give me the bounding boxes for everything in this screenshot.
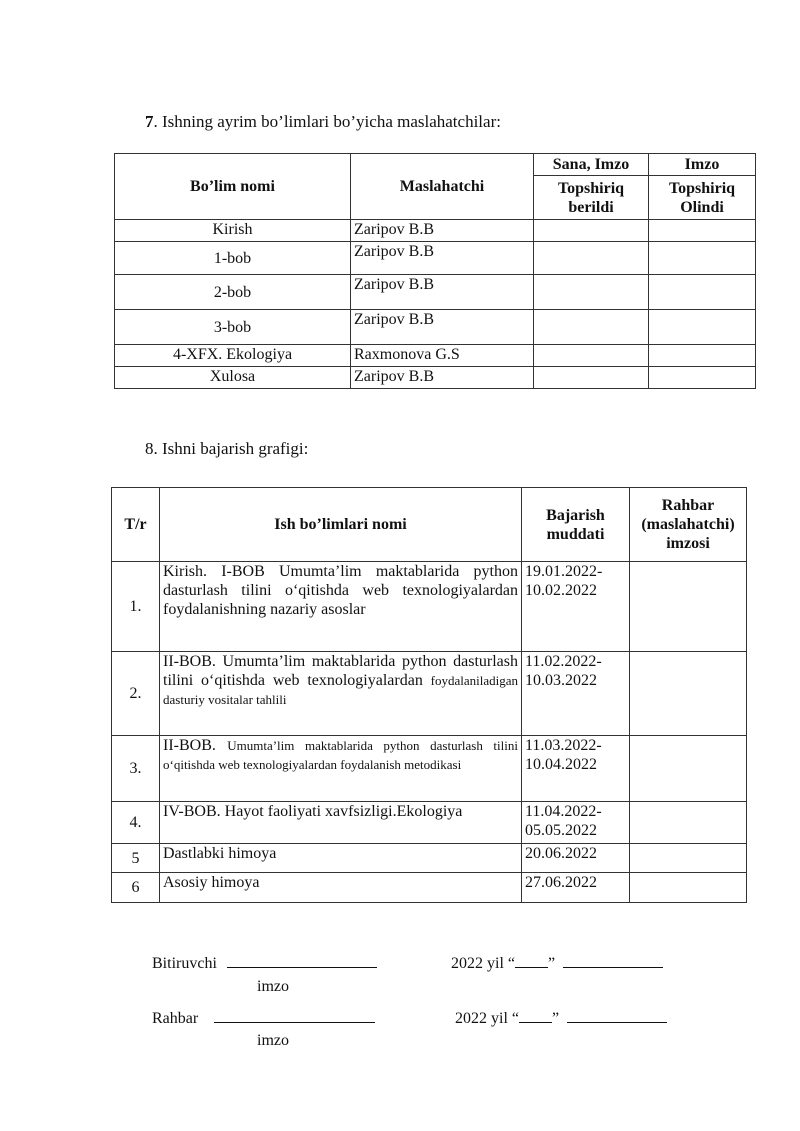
table-row (115, 310, 756, 345)
deadline-cell: 27.06.2022 (522, 873, 630, 903)
graduate-label: Bitiruvchi (152, 955, 217, 972)
section-name-cell: Xulosa (115, 367, 351, 389)
consultant-cell: Zaripov B.B (351, 275, 534, 310)
header-sign: Imzo (649, 154, 756, 176)
work-name-cell: IV-BOB. Hayot faoliyati xavfsizligi.Ekologiya (160, 802, 522, 844)
month-line[interactable] (567, 1022, 667, 1023)
schedule-table (111, 487, 747, 903)
work-name-cell (160, 736, 522, 802)
day-line[interactable] (519, 1022, 552, 1023)
empty-cell (534, 275, 649, 310)
section-name-cell: 2-bob (115, 275, 351, 310)
table-row (112, 562, 747, 652)
work-name-small-text: foydalaniladigan dasturiy vositalar tahlili (163, 673, 518, 707)
work-name-cell: Dastlabki himoya (160, 844, 522, 873)
row-number: 3. (112, 736, 160, 802)
supervisor-date (455, 1010, 667, 1028)
deadline-cell: 11.02.2022-10.03.2022 (522, 652, 630, 736)
header-task-received: Topshiriq Olindi (649, 176, 756, 220)
table-row (112, 873, 747, 903)
consultant-cell: Zaripov B.B (351, 367, 534, 389)
table-row (115, 367, 756, 389)
section-7-heading (145, 112, 501, 132)
header-date-sign: Sana, Imzo (534, 154, 649, 176)
work-name-cell (160, 562, 522, 652)
empty-cell (630, 844, 747, 873)
header-supervisor-sign: Rahbar (maslahatchi) imzosi (630, 488, 747, 562)
empty-cell (534, 345, 649, 367)
table-row (112, 802, 747, 844)
row-number: 1. (112, 562, 160, 652)
empty-cell (534, 367, 649, 389)
empty-cell (534, 310, 649, 345)
graduate-signature (152, 955, 377, 973)
year-prefix: 2022 yil “ (451, 955, 515, 972)
row-number: 5 (112, 844, 160, 873)
header-task-given: Topshiriq berildi (534, 176, 649, 220)
work-name-text: Kirish. I-BOB Umumta’lim maktablarida python dasturlash tilini o‘qitishda web texnologiyalardan foydalanishning nazariy asoslar (163, 563, 518, 618)
header-consultant: Maslahatchi (351, 154, 534, 220)
empty-cell (630, 562, 747, 652)
header-section-name: Bo’lim nomi (115, 154, 351, 220)
supervisor-imzo-caption: imzo (257, 1032, 289, 1049)
section-7-title: . Ishning ayrim bo’limlari bo’yicha maslahatchilar: (153, 112, 501, 131)
deadline-cell: 19.01.2022-10.02.2022 (522, 562, 630, 652)
work-name-cell (160, 652, 522, 736)
section-name-cell: 3-bob (115, 310, 351, 345)
graduate-date (451, 955, 663, 973)
empty-cell (630, 873, 747, 903)
year-suffix: ” (552, 1010, 560, 1027)
row-number: 2. (112, 652, 160, 736)
empty-cell (534, 242, 649, 275)
header-num: T/r (112, 488, 160, 562)
year-prefix: 2022 yil “ (455, 1010, 519, 1027)
table-row (115, 242, 756, 275)
work-name-text: II-BOB. (163, 737, 216, 754)
graduate-imzo-caption: imzo (257, 978, 289, 995)
consultant-cell: Raxmonova G.S (351, 345, 534, 367)
section-name-cell: 4-XFX. Ekologiya (115, 345, 351, 367)
empty-cell (534, 220, 649, 242)
empty-cell (649, 345, 756, 367)
supervisor-signature (152, 1010, 375, 1028)
empty-cell (649, 220, 756, 242)
row-number: 6 (112, 873, 160, 903)
empty-cell (649, 242, 756, 275)
day-line[interactable] (515, 967, 548, 968)
graduate-signature-line[interactable] (227, 967, 377, 968)
table-header-row (112, 488, 747, 562)
table-row (115, 220, 756, 242)
section-name-cell: Kirish (115, 220, 351, 242)
empty-cell (630, 652, 747, 736)
consultant-cell: Zaripov B.B (351, 310, 534, 345)
deadline-cell: 11.04.2022-05.05.2022 (522, 802, 630, 844)
header-deadline: Bajarish muddati (522, 488, 630, 562)
table-row (115, 345, 756, 367)
year-suffix: ” (548, 955, 556, 972)
work-name-cell: Asosiy himoya (160, 873, 522, 903)
empty-cell (649, 367, 756, 389)
work-name-small-text: Umumta’lim maktablarida python dasturlash tilini o‘qitishda web texnologiyalardan foydalanish metodikasi (163, 738, 518, 772)
section-7-number: 7 (145, 112, 154, 131)
work-name-text: II-BOB. Umumta’lim maktablarida python dasturlash tilini o‘qitishda web texnologiyalardan (163, 653, 518, 689)
table-row (112, 844, 747, 873)
header-work-name: Ish bo’limlari nomi (160, 488, 522, 562)
empty-cell (630, 802, 747, 844)
month-line[interactable] (563, 967, 663, 968)
section-name-cell: 1-bob (115, 242, 351, 275)
consultant-cell: Zaripov B.B (351, 242, 534, 275)
row-number: 4. (112, 802, 160, 844)
deadline-cell: 20.06.2022 (522, 844, 630, 873)
deadline-cell: 11.03.2022-10.04.2022 (522, 736, 630, 802)
empty-cell (649, 310, 756, 345)
supervisor-label: Rahbar (152, 1010, 199, 1027)
consultants-table (114, 153, 756, 389)
table-header-row (115, 154, 756, 176)
table-row (112, 652, 747, 736)
table-row (112, 736, 747, 802)
consultant-cell: Zaripov B.B (351, 220, 534, 242)
empty-cell (649, 275, 756, 310)
section-8-heading: 8. Ishni bajarish grafigi: (145, 439, 309, 458)
empty-cell (630, 736, 747, 802)
table-row (115, 275, 756, 310)
supervisor-signature-line[interactable] (214, 1022, 375, 1023)
